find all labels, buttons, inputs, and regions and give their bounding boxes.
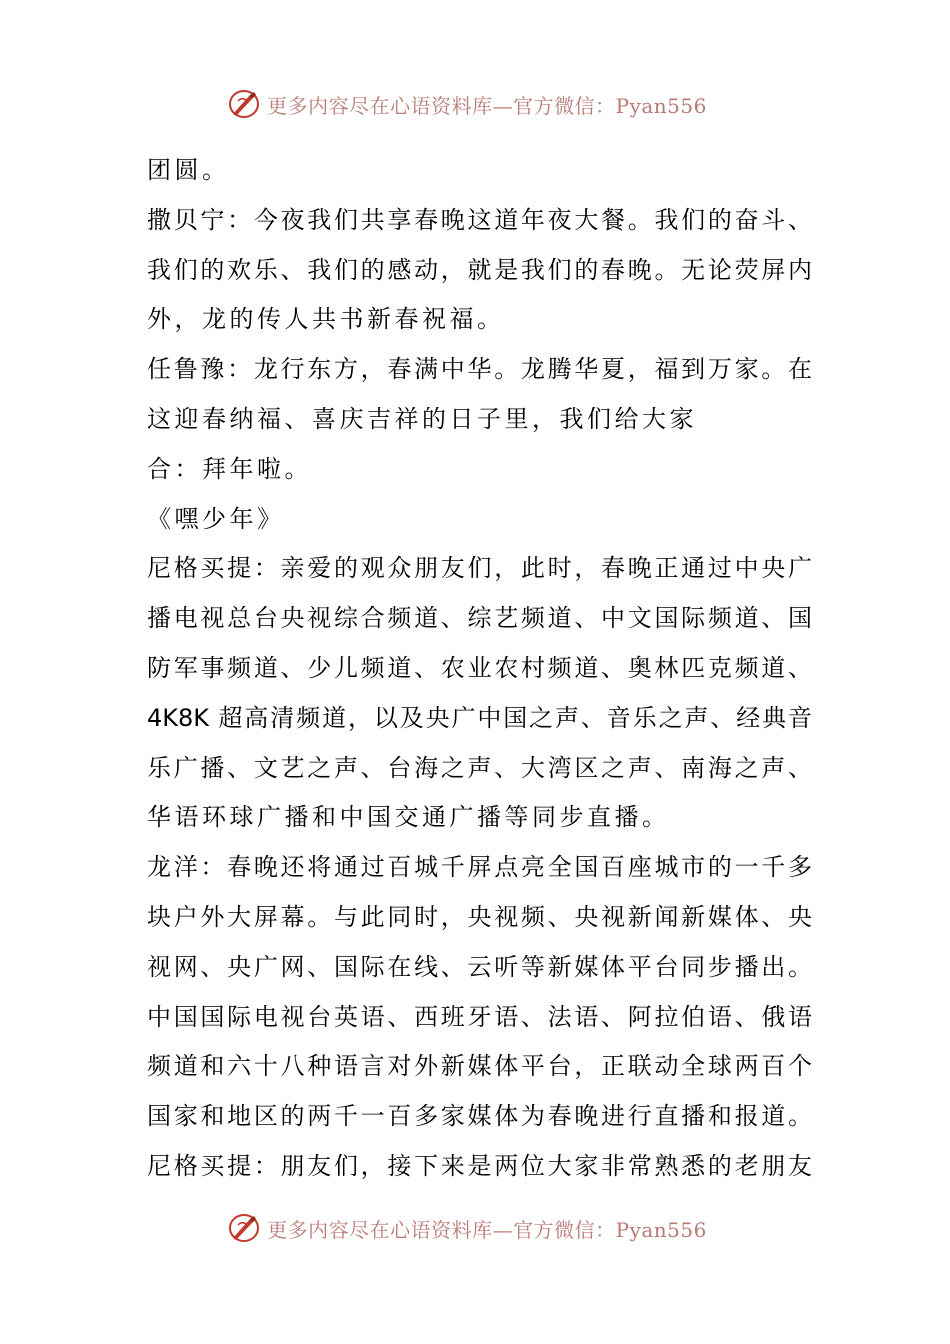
pen-logo-icon: [227, 87, 261, 121]
text-line: 撒贝宁：今夜我们共享春晚这道年夜大餐。我们的奋斗、: [147, 205, 812, 234]
text-line: 防军事频道、少儿频道、农业农村频道、奥林匹克频道、: [147, 653, 812, 682]
text-line: 尼格买提：朋友们，接下来是两位大家非常熟悉的老朋友: [147, 1151, 812, 1180]
text-line: 尼格买提：亲爱的观众朋友们，此时，春晚正通过中央广: [147, 554, 812, 583]
text-line: 这迎春纳福、喜庆吉祥的日子里，我们给大家: [147, 404, 697, 433]
text-line: 龙洋：春晚还将通过百城千屏点亮全国百座城市的一千多: [147, 853, 812, 882]
footer-banner: [0, 1208, 950, 1248]
header-banner: [0, 84, 950, 124]
text-line: 播电视总台央视综合频道、综艺频道、中文国际频道、国: [147, 604, 812, 633]
footer-banner-content: [227, 1211, 707, 1245]
body-text: [147, 146, 812, 1192]
text-line: 频道和六十八种语言对外新媒体平台，正联动全球两百个: [147, 1052, 812, 1081]
text-line: 中国国际电视台英语、西班牙语、法语、阿拉伯语、俄语: [147, 1002, 812, 1031]
text-line: 4K8K 超高清频道，以及央广中国之声、音乐之声、经典音: [147, 703, 812, 732]
text-line: 块户外大屏幕。与此同时，央视频、央视新闻新媒体、央: [147, 902, 812, 931]
header-banner-content: [227, 87, 707, 121]
footer-banner-text: 更多内容尽在心语资料库—官方微信：Pyan556: [267, 1217, 707, 1242]
text-line: 我们的欢乐、我们的感动，就是我们的春晚。无论荧屏内: [147, 255, 812, 284]
text-line: 团圆。: [147, 156, 230, 184]
pen-logo-icon: [227, 1211, 261, 1245]
text-line: 华语环球广播和中国交通广播等同步直播。: [147, 803, 670, 832]
text-line: 《嘿少年》: [147, 504, 285, 533]
text-line: 国家和地区的两千一百多家媒体为春晚进行直播和报道。: [147, 1102, 812, 1131]
text-line: 视网、央广网、国际在线、云听等新媒体平台同步播出。: [147, 952, 812, 981]
text-line: 外，龙的传人共书新春祝福。: [147, 305, 505, 334]
text-line: 任鲁豫：龙行东方，春满中华。龙腾华夏，福到万家。在: [147, 355, 812, 384]
text-line: 合：拜年啦。: [147, 454, 312, 483]
header-banner-text: 更多内容尽在心语资料库—官方微信：Pyan556: [267, 93, 707, 118]
text-line: 乐广播、文艺之声、台海之声、大湾区之声、南海之声、: [147, 753, 812, 782]
